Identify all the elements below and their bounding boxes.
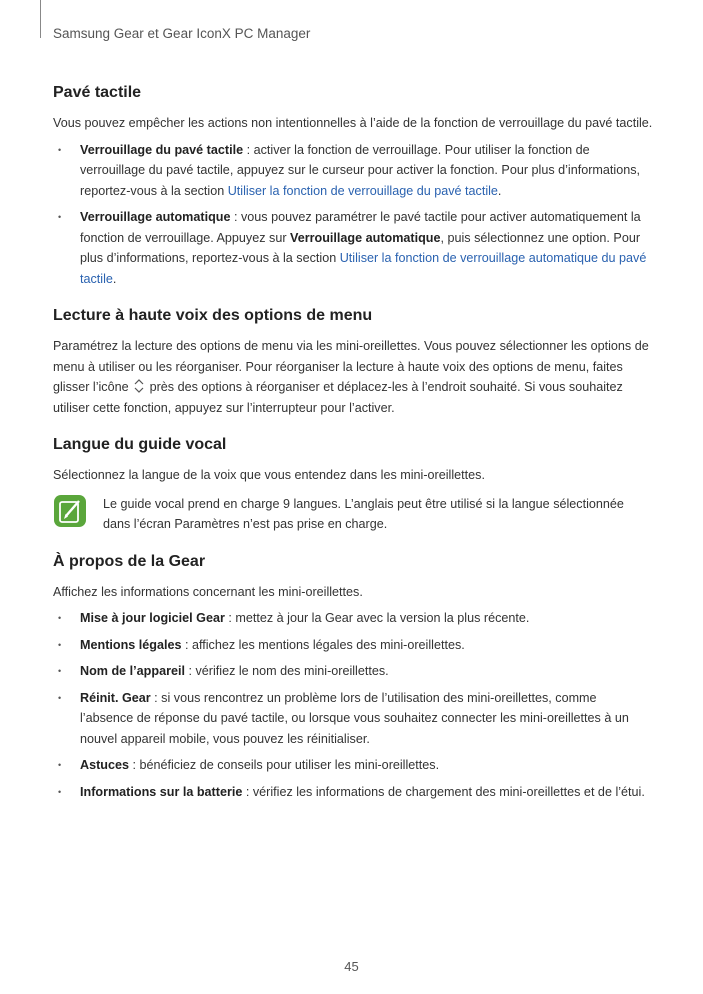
list-item (53, 140, 653, 202)
item-text: : vérifiez les informations de chargement des mini-oreillettes et de l’étui. (242, 784, 645, 799)
section-title: Lecture à haute voix des options de menu (53, 307, 373, 324)
body-text: près des options à réorganiser et déplacez-les à l’endroit souhaité. Si vous souhaitez utiliser cette fonction, appuyez sur l’interrupteur pour l’activer. (53, 380, 623, 415)
item-term-inline: Verrouillage automatique (290, 230, 441, 245)
item-text: : vous pouvez paramétrer le pavé tactile pour activer automatiquement la fonction de verrouillage. Appuyez sur (80, 210, 641, 245)
section-title: À propos de la Gear (53, 552, 206, 570)
section-voice-language (53, 434, 653, 535)
list-item (53, 782, 653, 803)
list-item (53, 207, 653, 289)
item-term: Nom de l’appareil (80, 664, 185, 678)
item-term: Verrouillage automatique (80, 210, 231, 224)
note-text: Le guide vocal prend en charge 9 langues. L’anglais peut être utilisé si la langue sélectionnée dans l’écran Paramètres n’est pas prise en charge. (103, 496, 624, 531)
list-item (53, 661, 653, 682)
list-item (53, 608, 653, 629)
section-touchpad (53, 82, 653, 289)
item-text: : affichez les mentions légales des mini-oreillettes. (181, 637, 465, 652)
section-body (53, 336, 653, 418)
list-item (53, 635, 653, 656)
item-term: Mentions légales (80, 637, 182, 652)
bullet-list (53, 608, 653, 802)
section-about (53, 551, 653, 803)
item-term: Mise à jour logiciel Gear (80, 611, 225, 625)
note-box (53, 494, 653, 535)
item-term: Réinit. Gear (80, 690, 151, 705)
body-text: Paramétrez la lecture des options de menu via les mini-oreillettes. Vous pouvez sélectionner les options de menu à utiliser ou les réorganiser. Pour réorganiser la lecture à haute voix des options de menu, faites glisser l’icône (53, 339, 649, 394)
list-item (53, 688, 653, 750)
cross-reference-link[interactable]: Utiliser la fonction de verrouillage automatique du pavé tactile (80, 251, 647, 286)
item-text: : vérifiez le nom des mini-oreillettes. (184, 664, 389, 678)
bullet-list (53, 140, 653, 290)
section-title: Pavé tactile (53, 84, 142, 101)
item-term: Verrouillage du pavé tactile (80, 142, 244, 157)
header-rule (40, 0, 41, 38)
section-title: Langue du guide vocal (53, 436, 227, 453)
page-header: Samsung Gear et Gear IconX PC Manager (53, 26, 311, 41)
section-readout (53, 305, 653, 418)
section-intro: Sélectionnez la langue de la voix que vous entendez dans les mini-oreillettes. (53, 468, 485, 482)
item-punct: . (112, 271, 117, 286)
item-text: : bénéficiez de conseils pour utiliser les mini-oreillettes. (129, 758, 440, 772)
note-pencil-icon (53, 494, 87, 528)
item-term: Informations sur la batterie (80, 784, 243, 799)
page-number: 45 (344, 959, 359, 974)
item-punct: . (497, 183, 502, 198)
page-content (53, 82, 653, 818)
item-text: , puis sélectionnez une option. Pour plus d’informations, reportez-vous à la section (80, 230, 641, 265)
reorder-arrows-icon (133, 379, 145, 393)
cross-reference-link[interactable]: Utiliser la fonction de verrouillage du pavé tactile (227, 183, 498, 198)
section-intro: Vous pouvez empêcher les actions non intentionnelles à l’aide de la fonction de verrouillage du pavé tactile. (53, 116, 653, 130)
section-intro: Affichez les informations concernant les mini-oreillettes. (53, 584, 363, 599)
item-text: : mettez à jour la Gear avec la version la plus récente. (224, 611, 530, 625)
item-term: Astuces (80, 758, 129, 772)
item-text: : si vous rencontrez un problème lors de l’utilisation des mini-oreillettes, comme l’absence de réponse du pavé tactile, ou lorsque vous souhaitez connecter les mini-oreillettes à un nouvel appareil mobile, vous pouvez les réinitialiser. (80, 690, 629, 746)
item-text: : activer la fonction de verrouillage. Pour utiliser la fonction de verrouillage du pavé tactile, appuyez sur le curseur pour activer la fonction. Pour plus d’informations, reportez-vous à la section (80, 142, 641, 198)
list-item (53, 755, 653, 776)
